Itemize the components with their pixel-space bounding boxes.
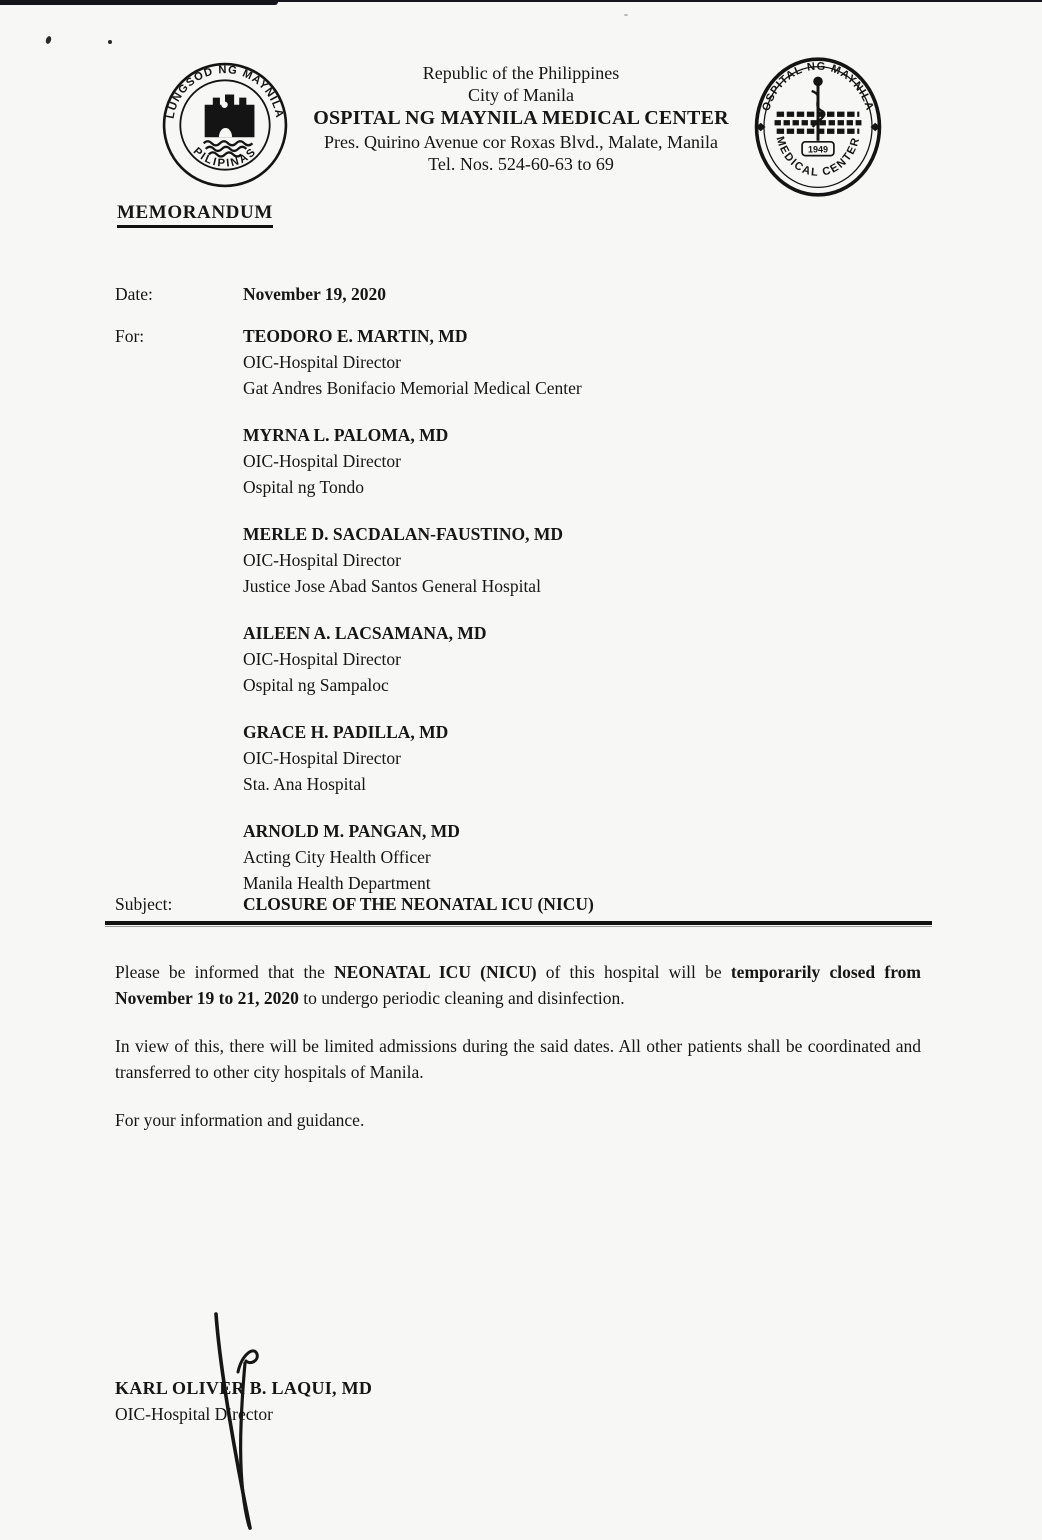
recipient-detail: Acting City Health Officer [243,847,431,867]
letterhead [286,62,756,175]
svg-text:PILIPINAS [191,145,260,170]
signature-ink-icon [188,1300,292,1540]
manila-city-seal-icon [160,60,290,190]
recipient-entry [243,719,843,797]
recipient-name: MYRNA L. PALOMA, MD [243,425,449,445]
letterhead-address: Pres. Quirino Avenue cor Roxas Blvd., Malate, Manila [323,132,719,152]
hospital-seal-icon [750,56,886,198]
subject-value: CLOSURE OF THE NEONATAL ICU (NICU) [243,894,594,914]
recipient-detail: OIC-Hospital Director [243,352,401,372]
recipient-detail: OIC-Hospital Director [243,649,401,669]
letterhead-city: City of Manila [468,85,574,105]
recipient-detail: OIC-Hospital Director [243,550,401,570]
ink-speck [108,40,112,44]
recipient-name: TEODORO E. MARTIN, MD [243,326,468,346]
recipient-detail: Ospital ng Tondo [243,477,364,497]
recipient-detail: OIC-Hospital Director [243,748,401,768]
body-paragraph: For your information and guidance. [115,1110,365,1130]
document-title: MEMORANDUM [117,202,273,228]
body-paragraphs [115,959,921,1155]
recipient-name: AILEEN A. LACSAMANA, MD [243,623,487,643]
recipient-entry [243,521,843,599]
recipient-detail: Gat Andres Bonifacio Memorial Medical Center [243,378,582,398]
body-paragraph: Please be informed that the NEONATAL ICU (NICU) of this hospital will be temporarily closed from November 19 to 21, 2020 to undergo periodic cleaning and disinfection. [115,962,921,1008]
recipient-detail: Ospital ng Sampaloc [243,675,389,695]
seal-arc-top-text: LUNGSOD NG MAYNILA [164,64,286,120]
recipient-name: GRACE H. PADILLA, MD [243,722,449,742]
subject-divider-shadow [105,926,932,927]
seal-arc-top-text: OSPITAL NG MAYNILA [760,60,876,113]
subject-label: Subject: [115,894,173,914]
letterhead-hospital-name: OSPITAL NG MAYNILA MEDICAL CENTER [313,107,729,129]
castle-emblem-icon [204,95,255,157]
scan-edge-line-thick [0,0,278,5]
recipient-entry [243,818,843,896]
recipient-name: MERLE D. SACDALAN-FAUSTINO, MD [243,524,564,544]
recipient-entry [243,323,843,401]
manila-city-seal [160,60,290,195]
seal-arc-bottom-text: PILIPINAS [190,145,260,170]
recipient-entry [243,422,843,500]
signatory-title: OIC-Hospital Director [115,1404,273,1424]
letterhead-country: Republic of the Philippines [422,63,620,83]
body-paragraph: In view of this, there will be limited admissions during the said dates. All other patients shall be coordinated and transferred to other city hospitals of Manila. [115,1036,921,1082]
ink-speck [624,14,628,16]
ink-speck [45,35,52,44]
hospital-seal [750,56,886,203]
date-label: Date: [115,284,153,304]
subject-divider [105,921,932,925]
signatory-name: KARL OLIVER B. LAQUI, MD [115,1378,373,1398]
recipients-list [243,323,843,917]
date-value: November 19, 2020 [243,284,387,304]
recipient-detail: Justice Jose Abad Santos General Hospital [243,576,541,596]
recipient-name: ARNOLD M. PANGAN, MD [243,821,460,841]
recipient-detail: Sta. Ana Hospital [243,774,366,794]
for-label: For: [115,326,145,346]
letterhead-phone: Tel. Nos. 524-60-63 to 69 [428,154,614,174]
seal-year-text: 1949 [807,144,829,155]
seal-arc-bottom-text: MEDICAL CENTER [773,135,863,179]
recipient-detail: OIC-Hospital Director [243,451,401,471]
recipient-entry [243,620,843,698]
recipient-detail: Manila Health Department [243,873,431,893]
